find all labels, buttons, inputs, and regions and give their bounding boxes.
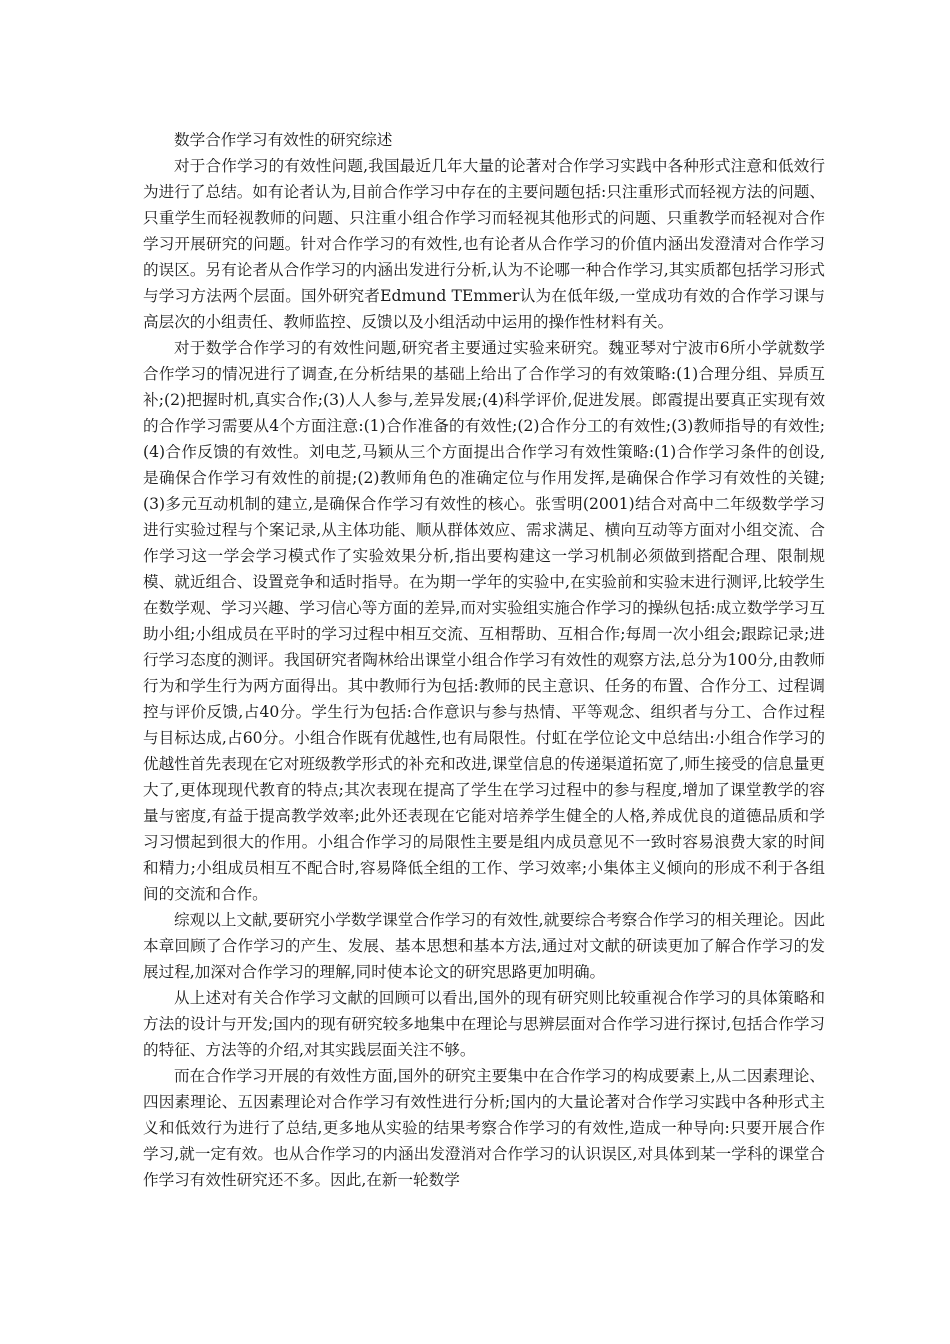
paragraph-1: 对于合作学习的有效性问题,我国最近几年大量的论著对合作学习实践中各种形式注意和低效行为进行了总结。如有论者认为,目前合作学习中存在的主要问题包括:只注重形式而轻视方法的问题、只重学生而轻视教师的问题、只注重小组合作学习而轻视其他形式的问题、只重教学而轻视对合作学习开展研究的问题。针对合作学习的有效性,也有论者从合作学习的价值内涵出发澄清对合作学习的误区。另有论者从合作学习的内涵出发进行分析,认为不论哪一种合作学习,其实质都包括学习形式与学习方法两个层面。国外研究者Edmund TEmmer认为在低年级,一堂成功有效的合作学习课与高层次的小组责任、教师监控、反馈以及小组活动中运用的操作性材料有关。 xyxy=(143,157,825,331)
paragraph-5: 而在合作学习开展的有效性方面,国外的研究主要集中在合作学习的构成要素上,从二因素理论、四因素理论、五因素理论对合作学习有效性进行分析;国内的大量论著对合作学习实践中各种形式主义和低效行为进行了总结,更多地从实验的结果考察合作学习的有效性,造成一种导向:只要开展合作学习,就一定有效。也从合作学习的内涵出发澄消对合作学习的认识误区,对具体到某一学科的课堂合作学习有效性研究还不多。因此,在新一轮数学 xyxy=(143,1067,825,1189)
paragraph-4: 从上述对有关合作学习文献的回顾可以看出,国外的现有研究则比较重视合作学习的具体策略和方法的设计与开发;国内的现有研究较多地集中在理论与思辨层面对合作学习进行探讨,包括合作学习的特征、方法等的介绍,对其实践层面关注不够。 xyxy=(143,989,825,1059)
document-title: 数学合作学习有效性的研究综述 xyxy=(174,131,393,149)
paragraph-2: 对于数学合作学习的有效性问题,研究者主要通过实验来研究。魏亚琴对宁波市6所小学就数学合作学习的情况进行了调查,在分析结果的基础上给出了合作学习的有效策略:(1)合理分组、异质互补;(2)把握时机,真实合作;(3)人人参与,差异发展;(4)科学评价,促进发展。郎霞提出要真正实现有效的合作学习需要从4个方面注意:(1)合作准备的有效性;(2)合作分工的有效性;(3)教师指导的有效性;(4)合作反馈的有效性。刘电芝,马颖从三个方面提出合作学习有效性策略:(1)合作学习条件的创设,是确保合作学习有效性的前提;(2)教师角色的准确定位与作用发挥,是确保合作学习有效性的关键;(3)多元互动机制的建立,是确保合作学习有效性的核心。张雪明(2001)结合对高中二年级数学学习进行实验过程与个案记录,从主体功能、顺从群体效应、需求满足、横向互动等方面对小组交流、合作学习这一学会学习模式作了实验效果分析,指出要构建这一学习机制必须做到搭配合理、限制规模、就近组合、设置竞争和适时指导。在为期一学年的实验中,在实验前和实验末进行测评,比较学生在数学观、学习兴趣、学习信心等方面的差异,而对实验组实施合作学习的操纵包括:成立数学学习互助小组;小组成员在平时的学习过程中相互交流、互相帮助、互相合作;每周一次小组会;跟踪记录;进行学习态度的测评。我国研究者陶林给出课堂小组合作学习有效性的观察方法,总分为100分,由教师行为和学生行为两方面得出。其中教师行为包括:教师的民主意识、任务的布置、合作分工、过程调控与评价反馈,占40分。学生行为包括:合作意识与参与热情、平等观念、组织者与分工、合作过程与目标达成,占60分。小组合作既有优越性,也有局限性。付虹在学位论文中总结出:小组合作学习的优越性首先表现在它对班级教学形式的补充和改进,课堂信息的传递渠道拓宽了,师生接受的信息量更大了,更体现现代教育的特点;其次表现在提高了学生在学习过程中的参与程度,增加了课堂教学的容量与密度,有益于提高教学效率;此外还表现在它能对培养学生健全的人格,养成优良的道德品质和学习习惯起到很大的作用。小组合作学习的局限性主要是组内成员意见不一致时容易浪费大家的时间和精力;小组成员相互不配合时,容易降低全组的工作、学习效率;小集体主义倾向的形成不利于各组间的交流和合作。 xyxy=(143,339,825,903)
document-body xyxy=(143,127,825,1193)
paragraph-3: 综观以上文献,要研究小学数学课堂合作学习的有效性,就要综合考察合作学习的相关理论。因此本章回顾了合作学习的产生、发展、基本思想和基本方法,通过对文献的研读更加了解合作学习的发展过程,加深对合作学习的理解,同时使本论文的研究思路更加明确。 xyxy=(143,911,825,981)
